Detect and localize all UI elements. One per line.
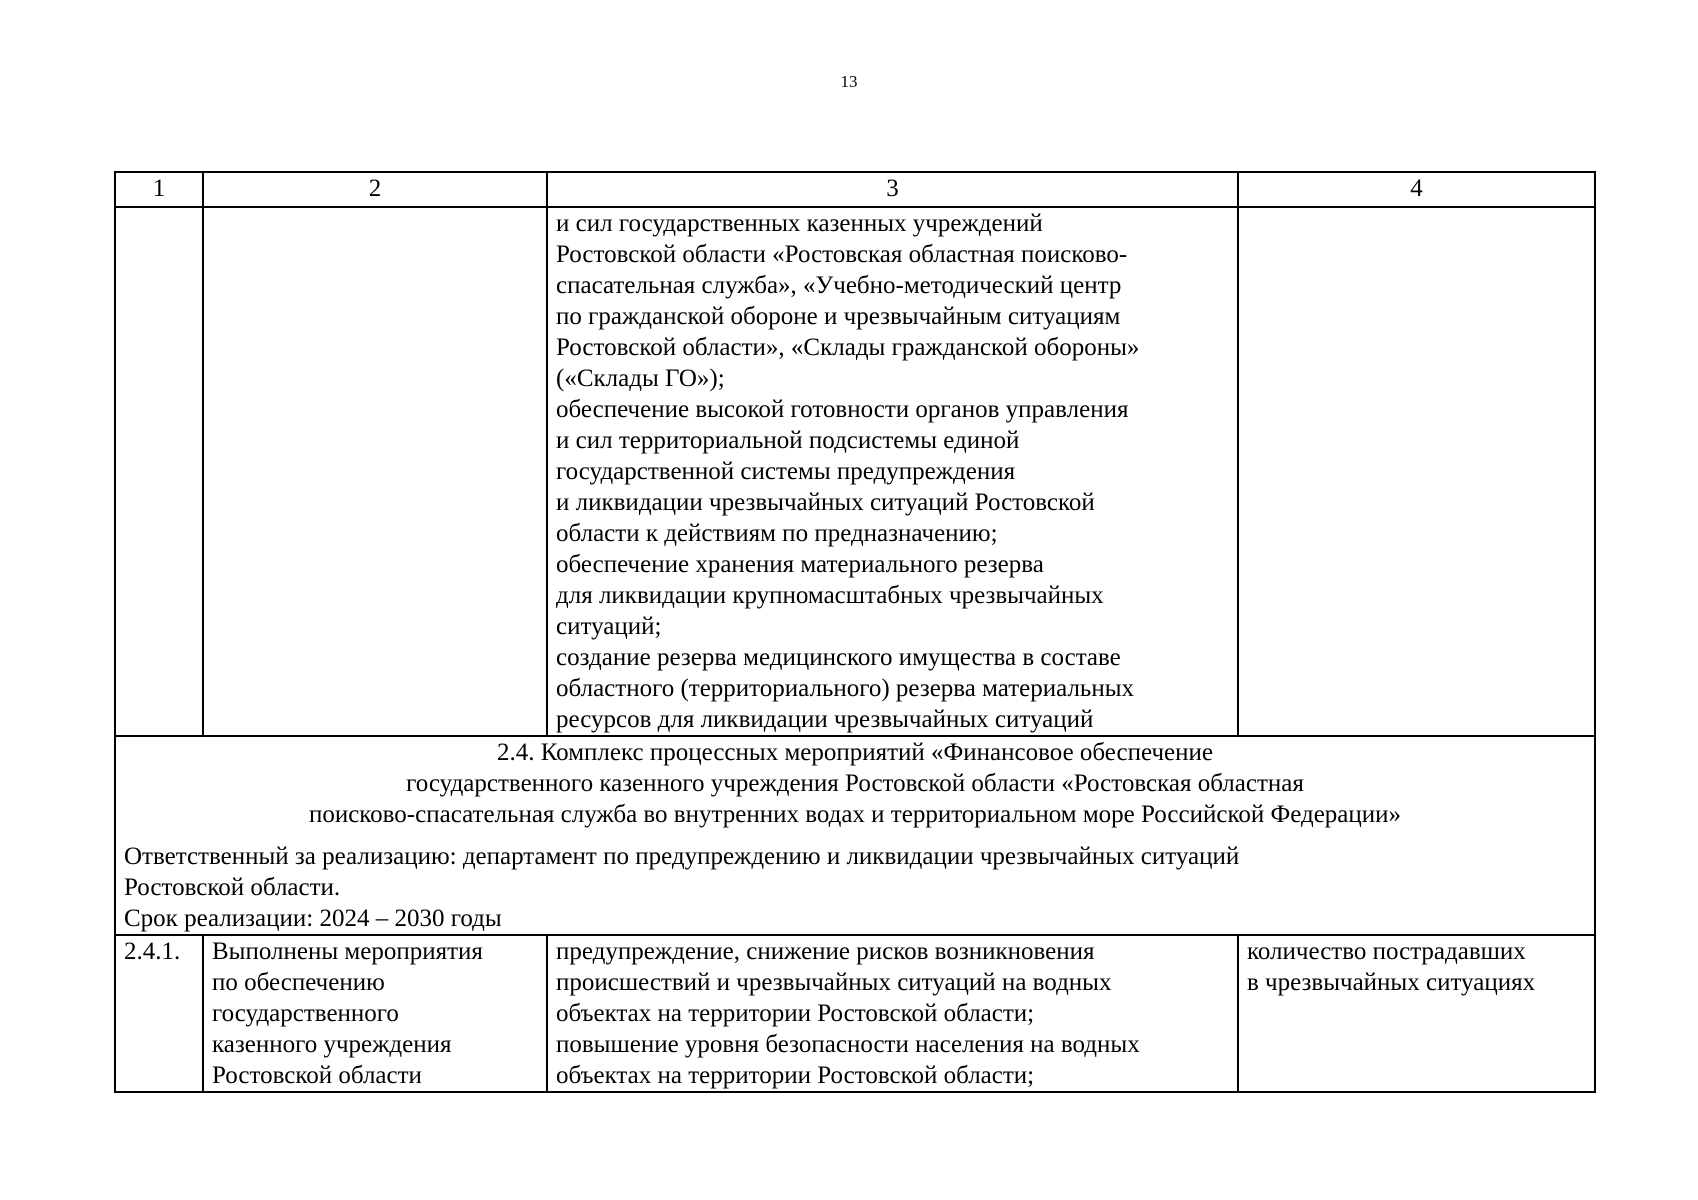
page-number: 13 <box>840 72 858 91</box>
indicator-line: в чрезвычайных ситуациях <box>1247 969 1536 996</box>
responsible-line: Ростовской области. <box>124 874 341 901</box>
continued-row-indicator-cell <box>1238 207 1595 736</box>
effects-line: обеспечение высокой готовности органов управления <box>556 396 1129 423</box>
item-task-cell <box>203 935 547 1092</box>
effects-line: по гражданской обороне и чрезвычайным ситуациям <box>556 303 1121 330</box>
effects-line: и сил государственных казенных учреждений <box>556 210 1043 237</box>
column-number-2: 2 <box>203 172 547 207</box>
section-title-line: государственного казенного учреждения Ростовской области «Ростовская областная <box>406 770 1304 797</box>
effects-line: объектах на территории Ростовской области; <box>556 1000 1035 1027</box>
column-number-3: 3 <box>547 172 1238 207</box>
task-line: Выполнены мероприятия <box>212 938 483 965</box>
effects-line: ресурсов для ликвидации чрезвычайных ситуаций <box>556 706 1094 733</box>
implementation-term: Срок реализации: 2024 – 2030 годы <box>124 905 502 932</box>
item-code-cell: 2.4.1. <box>115 935 203 1092</box>
effects-line: предупреждение, снижение рисков возникновения <box>556 938 1095 965</box>
column-number-1: 1 <box>115 172 203 207</box>
responsible-line: Ответственный за реализацию: департамент по предупреждению и ликвидации чрезвычайных ситуаций <box>124 843 1240 870</box>
effects-line: Ростовской области «Ростовская областная поисково- <box>556 241 1128 268</box>
measures-table <box>114 171 1596 1093</box>
table-row-continued <box>115 207 1595 736</box>
section-title-line: поисково-спасательная служба во внутренних водах и территориальном море Российской Федерации» <box>308 801 1402 828</box>
effects-line: и ликвидации чрезвычайных ситуаций Ростовской <box>556 489 1095 516</box>
column-number-4: 4 <box>1238 172 1595 207</box>
effects-line: объектах на территории Ростовской области; <box>556 1062 1035 1089</box>
task-line: Ростовской области <box>212 1062 422 1089</box>
task-line: государственного <box>212 1000 399 1027</box>
section-row <box>115 736 1595 935</box>
effects-line: обеспечение хранения материального резерва <box>556 551 1044 578</box>
effects-line: для ликвидации крупномасштабных чрезвычайных <box>556 582 1104 609</box>
effects-line: происшествий и чрезвычайных ситуаций на водных <box>556 969 1112 996</box>
effects-line: спасательная служба», «Учебно-методический центр <box>556 272 1122 299</box>
continued-row-effects-cell <box>547 207 1238 736</box>
task-line: по обеспечению <box>212 969 385 996</box>
effects-line: повышение уровня безопасности населения на водных <box>556 1031 1140 1058</box>
effects-line: создание резерва медицинского имущества в составе <box>556 644 1121 671</box>
effects-line: области к действиям по предназначению; <box>556 520 998 547</box>
continued-row-task-cell <box>203 207 547 736</box>
continued-row-code-cell <box>115 207 203 736</box>
column-number-row <box>115 172 1595 207</box>
section-cell <box>115 736 1595 935</box>
table-row <box>115 935 1595 1092</box>
section-info <box>124 841 1586 934</box>
section-title-line: 2.4. Комплекс процессных мероприятий «Финансовое обеспечение <box>497 739 1213 766</box>
section-title <box>124 737 1586 830</box>
item-effects-cell <box>547 935 1238 1092</box>
effects-line: («Склады ГО»); <box>556 365 725 392</box>
item-indicator-cell <box>1238 935 1595 1092</box>
task-line: казенного учреждения <box>212 1031 452 1058</box>
indicator-line: количество пострадавших <box>1247 938 1526 965</box>
effects-line: ситуаций; <box>556 613 662 640</box>
effects-line: Ростовской области», «Склады гражданской обороны» <box>556 334 1140 361</box>
effects-line: областного (территориального) резерва материальных <box>556 675 1134 702</box>
effects-line: и сил территориальной подсистемы единой <box>556 427 1020 454</box>
effects-line: государственной системы предупреждения <box>556 458 1016 485</box>
